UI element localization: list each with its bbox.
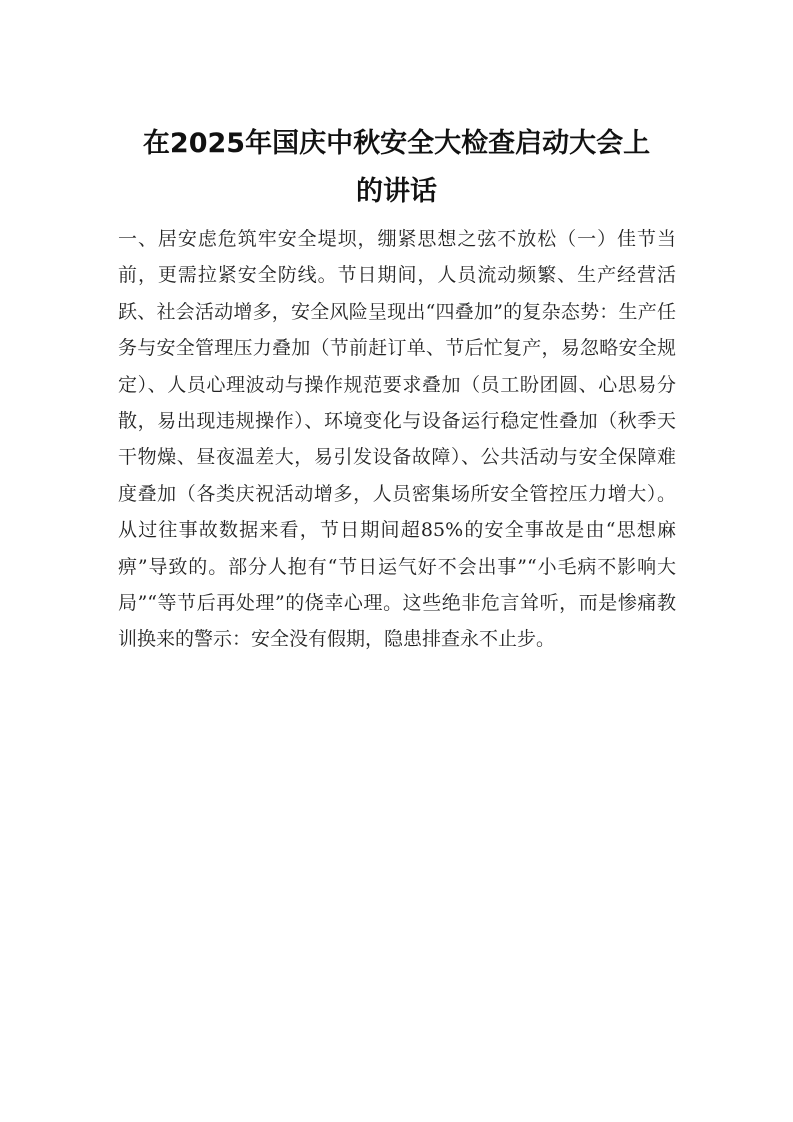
document-title-line-2: 的讲话 <box>356 176 437 207</box>
document-title-line-1: 在2025年国庆中秋安全大检查启动大会上 <box>142 128 651 159</box>
body-paragraph: 一、居安虑危筑牢安全堤坝，绷紧思想之弦不放松（一）佳节当前，更需拉紧安全防线。节日期间，人员流动频繁、生产经营活跃、社会活动增多，安全风险呈现出“四叠加”的复杂态势：生产任务与安全管理压力叠加（节前赶订单、节后忙复产，易忽略安全规定）、人员心理波动与操作规范要求叠加（员工盼团圆、心思易分散，易出现违规操作）、环境变化与设备运行稳定性叠加（秋季天干物燥、昼夜温差大，易引发设备故障）、公共活动与安全保障难度叠加（各类庆祝活动增多，人员密集场所安全管控压力增大）。从过往事故数据来看，节日期间超85%的安全事故是由“思想麻痹”导致的。部分人抱有“节日运气好不会出事”“小毛病不影响大局”“等节后再处理”的侥幸心理。这些绝非危言耸听，而是惨痛教训换来的警示：安全没有假期，隐患排查永不止步。 <box>118 228 676 651</box>
